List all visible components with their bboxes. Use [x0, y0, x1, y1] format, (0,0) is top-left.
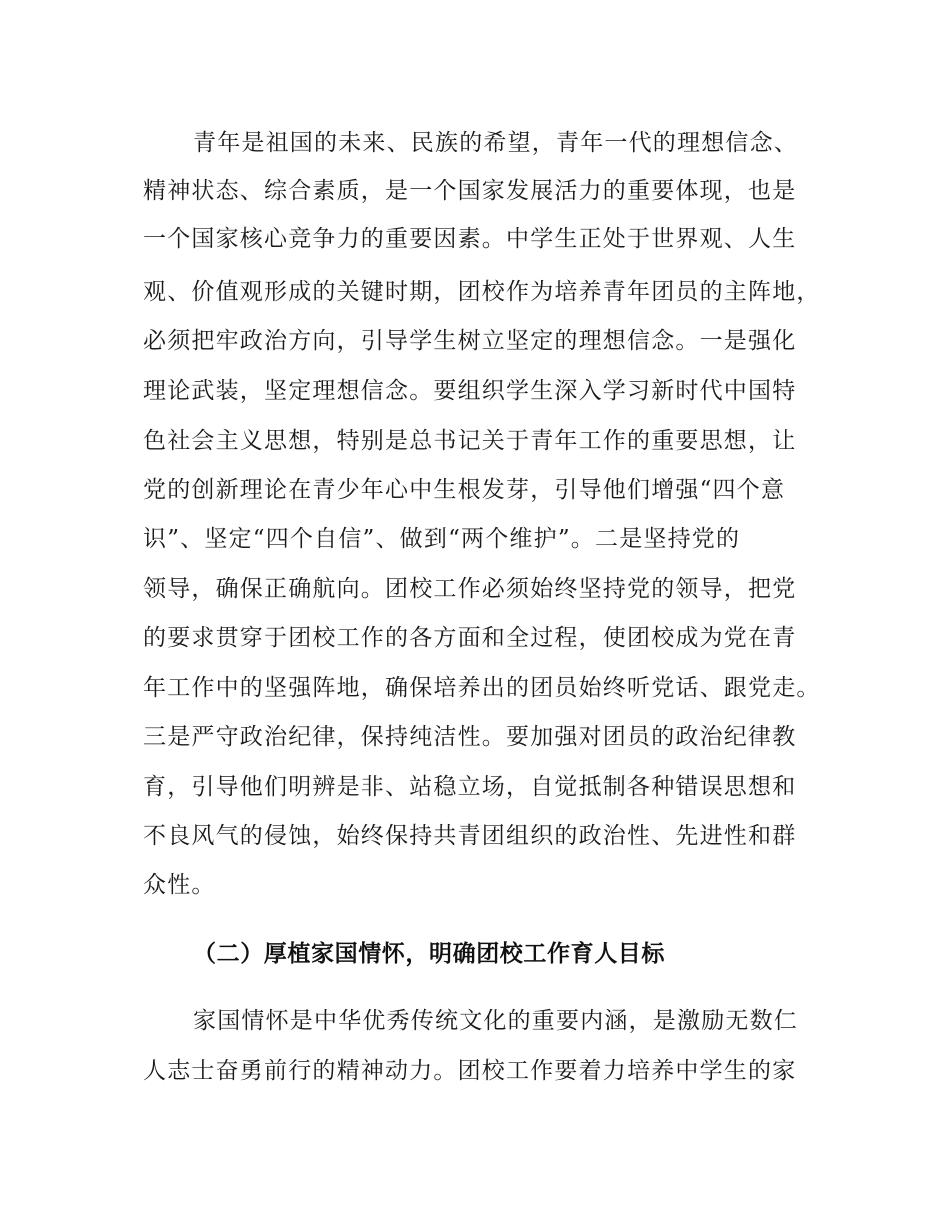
paragraph-1-line-9: 识”、坚定“四个自信”、做到“两个维护”。二是坚持党的 — [143, 526, 741, 552]
paragraph-2-line-2: 人志士奋勇前行的精神动力。团校工作要着力培养中学生的家 — [143, 1058, 797, 1084]
paragraph-1-line-3: 一个国家核心竞争力的重要因素。中学生正处于世界观、人生 — [143, 226, 797, 252]
paragraph-1-line-2: 精神状态、综合素质，是一个国家发展活力的重要体现，也是 — [143, 178, 797, 204]
paragraph-1-line-4: 观、价值观形成的关键时期，团校作为培养青年团员的主阵地， — [143, 279, 821, 305]
paragraph-1-line-1: 青年是祖国的未来、民族的希望，青年一代的理想信念、 — [193, 130, 798, 156]
paragraph-1-line-6: 理论武装，坚定理想信念。要组织学生深入学习新时代中国特 — [143, 378, 797, 404]
paragraph-1-line-8: 党的创新理论在青少年心中生根发芽，引导他们增强“四个意 — [143, 477, 786, 503]
paragraph-1-line-11: 的要求贯穿于团校工作的各方面和全过程，使团校成为党在青 — [143, 625, 797, 651]
paragraph-1-line-14: 育，引导他们明辨是非、站稳立场，自觉抵制各种错误思想和 — [143, 774, 797, 800]
paragraph-1-line-5: 必须把牢政治方向，引导学生树立坚定的理想信念。一是强化 — [143, 328, 797, 354]
paragraph-1-line-16: 众性。 — [143, 872, 216, 898]
paragraph-1-line-10: 领导，确保正确航向。团校工作必须始终坚持党的领导，把党 — [143, 576, 797, 602]
paragraph-1-line-7: 色社会主义思想，特别是总书记关于青年工作的重要思想，让 — [143, 428, 797, 454]
paragraph-1-line-12: 年工作中的坚强阵地，确保培养出的团员始终听党话、跟党走。 — [143, 675, 821, 701]
paragraph-1-line-15: 不良风气的侵蚀，始终保持共青团组织的政治性、先进性和群 — [143, 823, 797, 849]
paragraph-1-line-13: 三是严守政治纪律，保持纯洁性。要加强对团员的政治纪律教 — [143, 724, 797, 750]
paragraph-2-line-1: 家国情怀是中华优秀传统文化的重要内涵，是激励无数仁 — [193, 1008, 798, 1034]
section-heading: （二）厚植家国情怀，明确团校工作育人目标 — [193, 941, 665, 967]
